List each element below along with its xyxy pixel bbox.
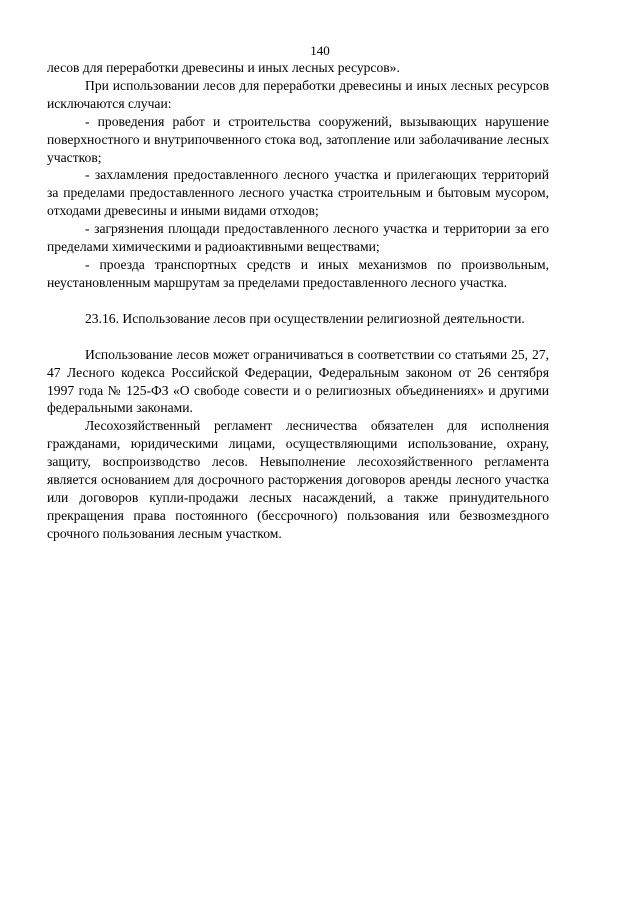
paragraph-regulation: Лесохозяйственный регламент лесничества обязателен для исполнения гражданами, юридическими лицами, осуществляющими использование, охрану, защиту, воспроизводство лесов. Невыполнение лесохозяйственного регламента является основанием для досрочного расторжения договоров аренды лесного участка или договоров купли-продажи лесных насаждений, а также принудительного прекращения права постоянного (бессрочного) пользования или безвозмездного срочного пользования лесным участком. bbox=[47, 418, 549, 541]
list-item-littering: - захламления предоставленного лесного участка и прилегающих территорий за пределами предоставленного лесного участка строительным и бытовым мусором, отходами древесины и иными видами отходов; bbox=[47, 167, 549, 219]
section-spacer bbox=[47, 328, 549, 346]
paragraph-exclusions-intro: При использовании лесов для переработки древесины и иных лесных ресурсов исключаются случаи: bbox=[47, 77, 549, 111]
section-spacer bbox=[47, 292, 549, 310]
page-number: 140 bbox=[310, 43, 330, 58]
list-item-vehicles: - проезда транспортных средств и иных механизмов по произвольным, неустановленным маршрутам за пределами предоставленного лесного участка. bbox=[47, 256, 549, 290]
section-heading-23-16: 23.16. Использование лесов при осуществлении религиозной деятельности. bbox=[85, 310, 525, 326]
document-body bbox=[47, 59, 549, 543]
paragraph-religious-use: Использование лесов может ограничиваться в соответствии со статьями 25, 27, 47 Лесного кодекса Российской Федерации, Федеральным законом от 26 сентября 1997 года № 125-ФЗ «О свободе совести и о религиозных объединениях» и другими федеральными законами. bbox=[47, 346, 549, 416]
list-item-construction: - проведения работ и строительства сооружений, вызывающих нарушение поверхностного и внутрипочвенного стока вод, затопление или заболачивание лесных участков; bbox=[47, 113, 549, 165]
list-item-pollution: - загрязнения площади предоставленного лесного участка и территории за его пределами химическими и радиоактивными веществами; bbox=[47, 221, 549, 255]
paragraph-continuation: лесов для переработки древесины и иных лесных ресурсов». bbox=[47, 60, 400, 75]
